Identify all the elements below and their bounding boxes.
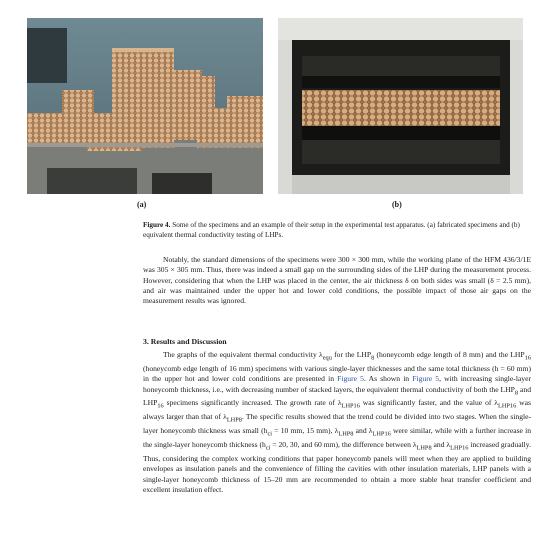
- p2-text: and LHP: [143, 384, 532, 408]
- body-paragraph-1: Notably, the standard dimensions of the specimens were 300 × 300 mm, while the working plane of the HFM 436/3/1E was 305 × 305 mm. Thus, there was indeed a small gap on the surrounding sides of the LHP during the measurement process. However, considering that when the LHP was placed in the center, the air thickness δ on both sides was small (δ = 2.5 mm), and air was maintained under the upper hot and lower cold conditions, the possible impact of those air gaps on the measurement results was ignored.: [143, 255, 531, 306]
- panel-a-label: (a): [137, 200, 147, 209]
- p2-subscript: equ: [322, 354, 332, 362]
- section-heading: 3. Results and Discussion: [143, 337, 227, 346]
- body-paragraph-2: [143, 350, 531, 495]
- p2-subscript: LHP8: [226, 416, 242, 424]
- p2-subscript: LHP16: [372, 430, 391, 438]
- p2-subscript: 16: [524, 354, 531, 362]
- p2-text: and λ: [353, 426, 373, 436]
- p2-text: was significantly faster, and the value of λ: [359, 398, 498, 408]
- panel-b-label: (b): [392, 200, 402, 209]
- figure-caption: [143, 220, 531, 240]
- p2-subscript: LHP8: [338, 430, 354, 438]
- p2-text: (honeycomb edge length of 8 mm) and the LHP: [374, 350, 525, 359]
- p2-text: (honeycomb edge length of 16 mm) specimens with various single-layer thicknesses and the same total thickness (h = 60 mm) in the upper hot and lower cold conditions are presented in: [143, 363, 531, 384]
- caption-label: Figure 4.: [143, 221, 171, 229]
- p2-text: The graphs of the equivalent thermal conductivity λ: [163, 350, 323, 359]
- p2-text: , with increasing single-layer honeycomb thickness, i.e., with decreasing number of stacked layers, the equivalent thermal conductivity of both the LHP: [143, 374, 531, 394]
- p2-subscript: LHP16: [497, 402, 517, 410]
- p2-subscript: LHP16: [450, 444, 469, 452]
- p2-subscript: 16: [157, 402, 164, 410]
- p2-text: . As shown in: [363, 374, 413, 384]
- caption-text: Some of the specimens and an example of their setup in the experimental test apparatus. (a) fabricated specimens and (b) equivalent thermal conductivity testing of LHPs.: [143, 221, 520, 239]
- specimens-photo: [27, 18, 263, 194]
- figure-5-link[interactable]: Figure 5: [412, 374, 440, 384]
- figure-5-link[interactable]: Figure 5: [337, 374, 364, 384]
- apparatus-photo: [278, 18, 523, 194]
- p2-text: for the LHP: [331, 350, 372, 359]
- p2-subscript: 8: [371, 354, 375, 362]
- p2-text: were similar, while with a further increase in the single-layer honeycomb thickness (h: [143, 426, 531, 449]
- p2-text: and λ: [431, 439, 451, 449]
- p2-subscript: ci: [265, 444, 271, 452]
- p2-text: = 10 mm, 15 mm), λ: [272, 426, 339, 436]
- p2-text: = 20, 30, and 60 mm), the difference between λ: [270, 439, 417, 449]
- p2-subscript: 8: [514, 389, 519, 397]
- p2-text: specimens significantly increased. The growth rate of λ: [163, 398, 342, 408]
- p2-text: was always larger than that of λ: [143, 398, 531, 422]
- p2-subscript: ci: [267, 430, 273, 438]
- p2-text: . The specific results showed that the trend could be divided into two stages. When the single-layer honeycomb thickness was small (h: [143, 412, 531, 436]
- p2-subscript: LHP16: [341, 402, 360, 410]
- p2-subscript: LHP8: [416, 444, 432, 452]
- p2-text: increased gradually. Thus, considering the complex working conditions that paper honeycomb panels will meet when they are applied to building envelopes as insulation panels and the convenience of filling the cavities with other insulation materials, LHP panels with a single-layer honeycomb thickness of 15–20 mm are recommended to obtain a more stable heat transfer coefficient and excellent insulation effect.: [143, 439, 531, 494]
